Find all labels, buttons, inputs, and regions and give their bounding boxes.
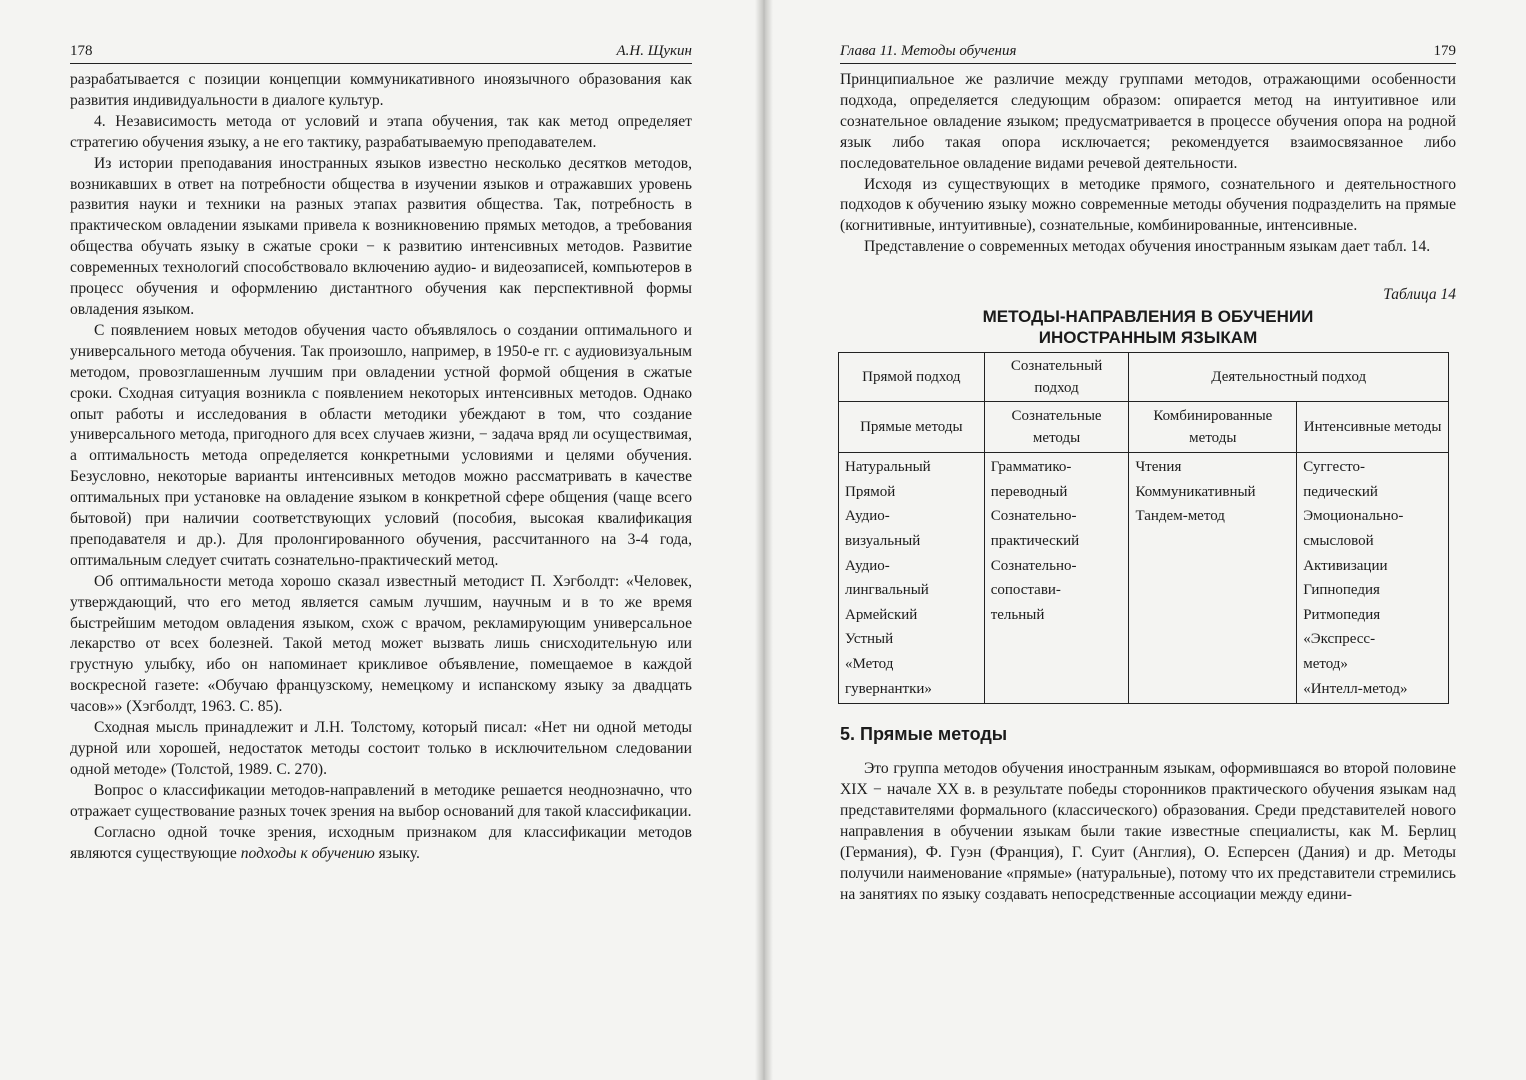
table-row — [839, 453, 1449, 704]
method-item: практический — [990, 532, 1080, 549]
group-cell-conscious: Сознательные методы — [984, 402, 1129, 453]
right-page-number: 179 — [1433, 43, 1456, 59]
group-cell-intensive: Интенсивные методы — [1297, 402, 1449, 453]
header-cell-direct-approach: Прямой подход — [839, 353, 985, 402]
method-item: «Метод — [845, 655, 894, 672]
emphasis-text: подходы к обучению — [240, 844, 375, 862]
section-heading: 5. Прямые методы — [840, 724, 1008, 745]
paragraph: Принципиальное же различие между группами методов, отражающими особенности подхода, определяется следующим образом: опирается метод на интуитивное или сознательное овладение языком; предусматривается в процессе обучения опора на родной язык либо такая опора исключается; рекомендуется взаимосвязанное либо последовательное овладение видами речевой деятельности. — [840, 71, 1456, 172]
header-cell-conscious-approach: Сознательный подход — [984, 353, 1129, 402]
table-title-line: ИНОСТРАННЫМ ЯЗЫКАМ — [1038, 328, 1258, 348]
method-item: метод» — [1303, 655, 1348, 672]
left-running-head: А.Н. Щукин — [616, 43, 692, 59]
left-page-number: 178 — [70, 43, 93, 59]
methods-cell-combined — [1129, 453, 1297, 704]
paragraph: Об оптимальности метода хорошо сказал известный методист П. Хэгболдт: «Человек, утверждающий, что его метод является самым лучшим, научным и в то же время быстрейшим методом овладения языком, схож с врачом, рекламирующим универсальное лекарство от всех болезней. Такой метод может вызвать лишь снисходительную или грустную улыбку, ибо он напоминает крикливое объявление, помещаемое в каждой воскресной газете: «Обучаю французскому, немецкому и испанскому языку за двадцать часов»» (Хэгболдт, 1963. С. 85). — [70, 572, 692, 716]
table-caption: Таблица 14 — [1383, 286, 1456, 304]
text-fragment: языку. — [374, 844, 420, 862]
method-item: Устный — [845, 631, 894, 648]
method-item: педический — [1303, 483, 1378, 500]
method-item: Сознательно- — [990, 508, 1077, 525]
method-item: Тандем-метод — [1135, 508, 1225, 525]
table-title-line: МЕТОДЫ-НАПРАВЛЕНИЯ В ОБУЧЕНИИ — [982, 307, 1314, 327]
method-item: переводный — [990, 483, 1068, 500]
method-item: Аудио- — [845, 557, 890, 574]
methods-cell-intensive — [1297, 453, 1449, 704]
method-item: Гипнопедия — [1303, 582, 1380, 599]
method-item: лингвальный — [845, 582, 929, 599]
method-item: Активизации — [1303, 557, 1388, 574]
method-item: Ритмопедия — [1303, 606, 1381, 623]
methods-table — [838, 352, 1449, 704]
method-item: Сознательно- — [990, 557, 1077, 574]
header-cell-activity-approach: Деятельностный подход — [1129, 353, 1449, 402]
left-page — [0, 0, 760, 1080]
table-row — [839, 353, 1449, 402]
paragraph: Представление о современных методах обучения иностранным языкам дает табл. 14. — [864, 238, 1431, 256]
method-item: Чтения — [1135, 459, 1182, 476]
method-item: сопостави- — [990, 582, 1061, 599]
method-item: Натуральный — [845, 459, 931, 476]
paragraph-last — [70, 823, 692, 865]
paragraph: Из истории преподавания иностранных языков известно несколько десятков методов, возникавших в ответ на потребности общества в изучении языков и отражавших уровень развития науки и техники на разных этапах развития общества. Так, потребность в практическом овладении языками привела к возникновению прямых методов, а требования общества обучать языку в сжатые сроки − к развитию интенсивных методов. Развитие современных технологий способствовало включению аудио- и видеозаписей, компьютеров в процесс обучения и оформлению дистантного обучения как перспективной формы овладения языком. — [70, 154, 692, 318]
methods-cell-conscious — [984, 453, 1129, 704]
method-item: визуальный — [845, 532, 921, 549]
method-item: гувернантки» — [845, 680, 932, 697]
method-item: Аудио- — [845, 508, 890, 525]
text-fragment: Согласно одной точке зрения, исходным признаком для классификации методов являются существующие — [70, 823, 692, 862]
right-running-head: Глава 11. Методы обучения — [840, 43, 1017, 59]
paragraph: 4. Независимость метода от условий и этапа обучения, так как метод определяет стратегию обучения языку, а не его тактику, разрабатываемую преподавателем. — [70, 112, 692, 151]
method-item: смысловой — [1303, 532, 1374, 549]
method-item: Армейский — [845, 606, 918, 623]
method-item: тельный — [990, 606, 1045, 623]
left-body-text — [70, 70, 692, 864]
method-item: «Интелл-метод» — [1303, 680, 1408, 697]
paragraph: С появлением новых методов обучения часто объявлялось о создании оптимального и универсального метода обучения. Так произошло, например, в 1950-е гг. с аудиовизуальным методом, провозглашенным лучшим при овладении устной формой общения в сжатые сроки. Сходная ситуация возникла с появлением некоторых интенсивных методов. Однако опыт работы и исследования в области методики убеждают в том, что создание универсального метода, пригодного для всех случаев жизни, − задача вряд ли осуществимая, а оптимальность метода определяется конкретными условиями и целями обучения. Безусловно, некоторые варианты интенсивных методов можно рассматривать в качестве оптимальных при установке на овладение языком в конкретной сфере общения (чаще всего бытовой) при наличии соответствующих условий (пособия, высокая квалификация преподавателя и др.). Для пролонгированного обучения, рассчитанного на 3-4 года, оптимальным следует считать сознательно-практический метод. — [70, 321, 692, 569]
group-cell-combined: Комбинированные методы — [1129, 402, 1297, 453]
paragraph: разрабатывается с позиции концепции коммуникативного иноязычного образования как развития индивидуальности в диалоге культур. — [70, 71, 692, 109]
paragraph: Исходя из существующих в методике прямого, сознательного и деятельностного подходов к обучению языку можно современные методы обучения подразделить на прямые (когнитивные, интуитивные), сознательные, комбинированные, интенсивные. — [840, 175, 1456, 235]
right-section-text — [840, 759, 1456, 905]
paragraph: Это группа методов обучения иностранным языкам, оформившаяся во второй половине XIX − начале XX в. в результате победы сторонников практического обучения языкам над представителями формального (классического) образования. Среди представителей нового направления в обучении языкам были такие известные специалисты, как М. Берлиц (Германия), Ф. Гуэн (Франция), Г. Суит (Англия), О. Есперсен (Дания) и др. Методы получили наименование «прямые» (натуральные), потому что их представители стремились на занятиях по языку создавать непосредственные ассоциации между едини- — [840, 760, 1456, 903]
right-page — [768, 0, 1526, 1080]
method-item: Эмоционально- — [1303, 508, 1404, 525]
method-item: Суггесто- — [1303, 459, 1365, 476]
book-gutter — [755, 0, 773, 1080]
method-item: Прямой — [845, 483, 896, 500]
paragraph: Вопрос о классификации методов-направлений в методике решается неоднозначно, что отражает существование разных точек зрения на выбор оснований для такой классификации. — [70, 781, 692, 820]
table-row — [839, 402, 1449, 453]
method-item: Коммуникативный — [1135, 483, 1256, 500]
group-cell-direct: Прямые методы — [839, 402, 985, 453]
method-item: Грамматико- — [990, 459, 1072, 476]
methods-cell-direct — [839, 453, 985, 704]
paragraph: Сходная мысль принадлежит и Л.Н. Толстому, который писал: «Нет ни одной методы дурной или хорошей, недостаток методы состоит только в исключительном следовании одной методе» (Толстой, 1989. С. 270). — [70, 719, 692, 778]
method-item: «Экспресс- — [1303, 631, 1376, 648]
right-body-text — [840, 70, 1456, 258]
left-running-header — [70, 40, 692, 64]
right-running-header — [840, 40, 1456, 64]
table-title — [840, 306, 1456, 348]
